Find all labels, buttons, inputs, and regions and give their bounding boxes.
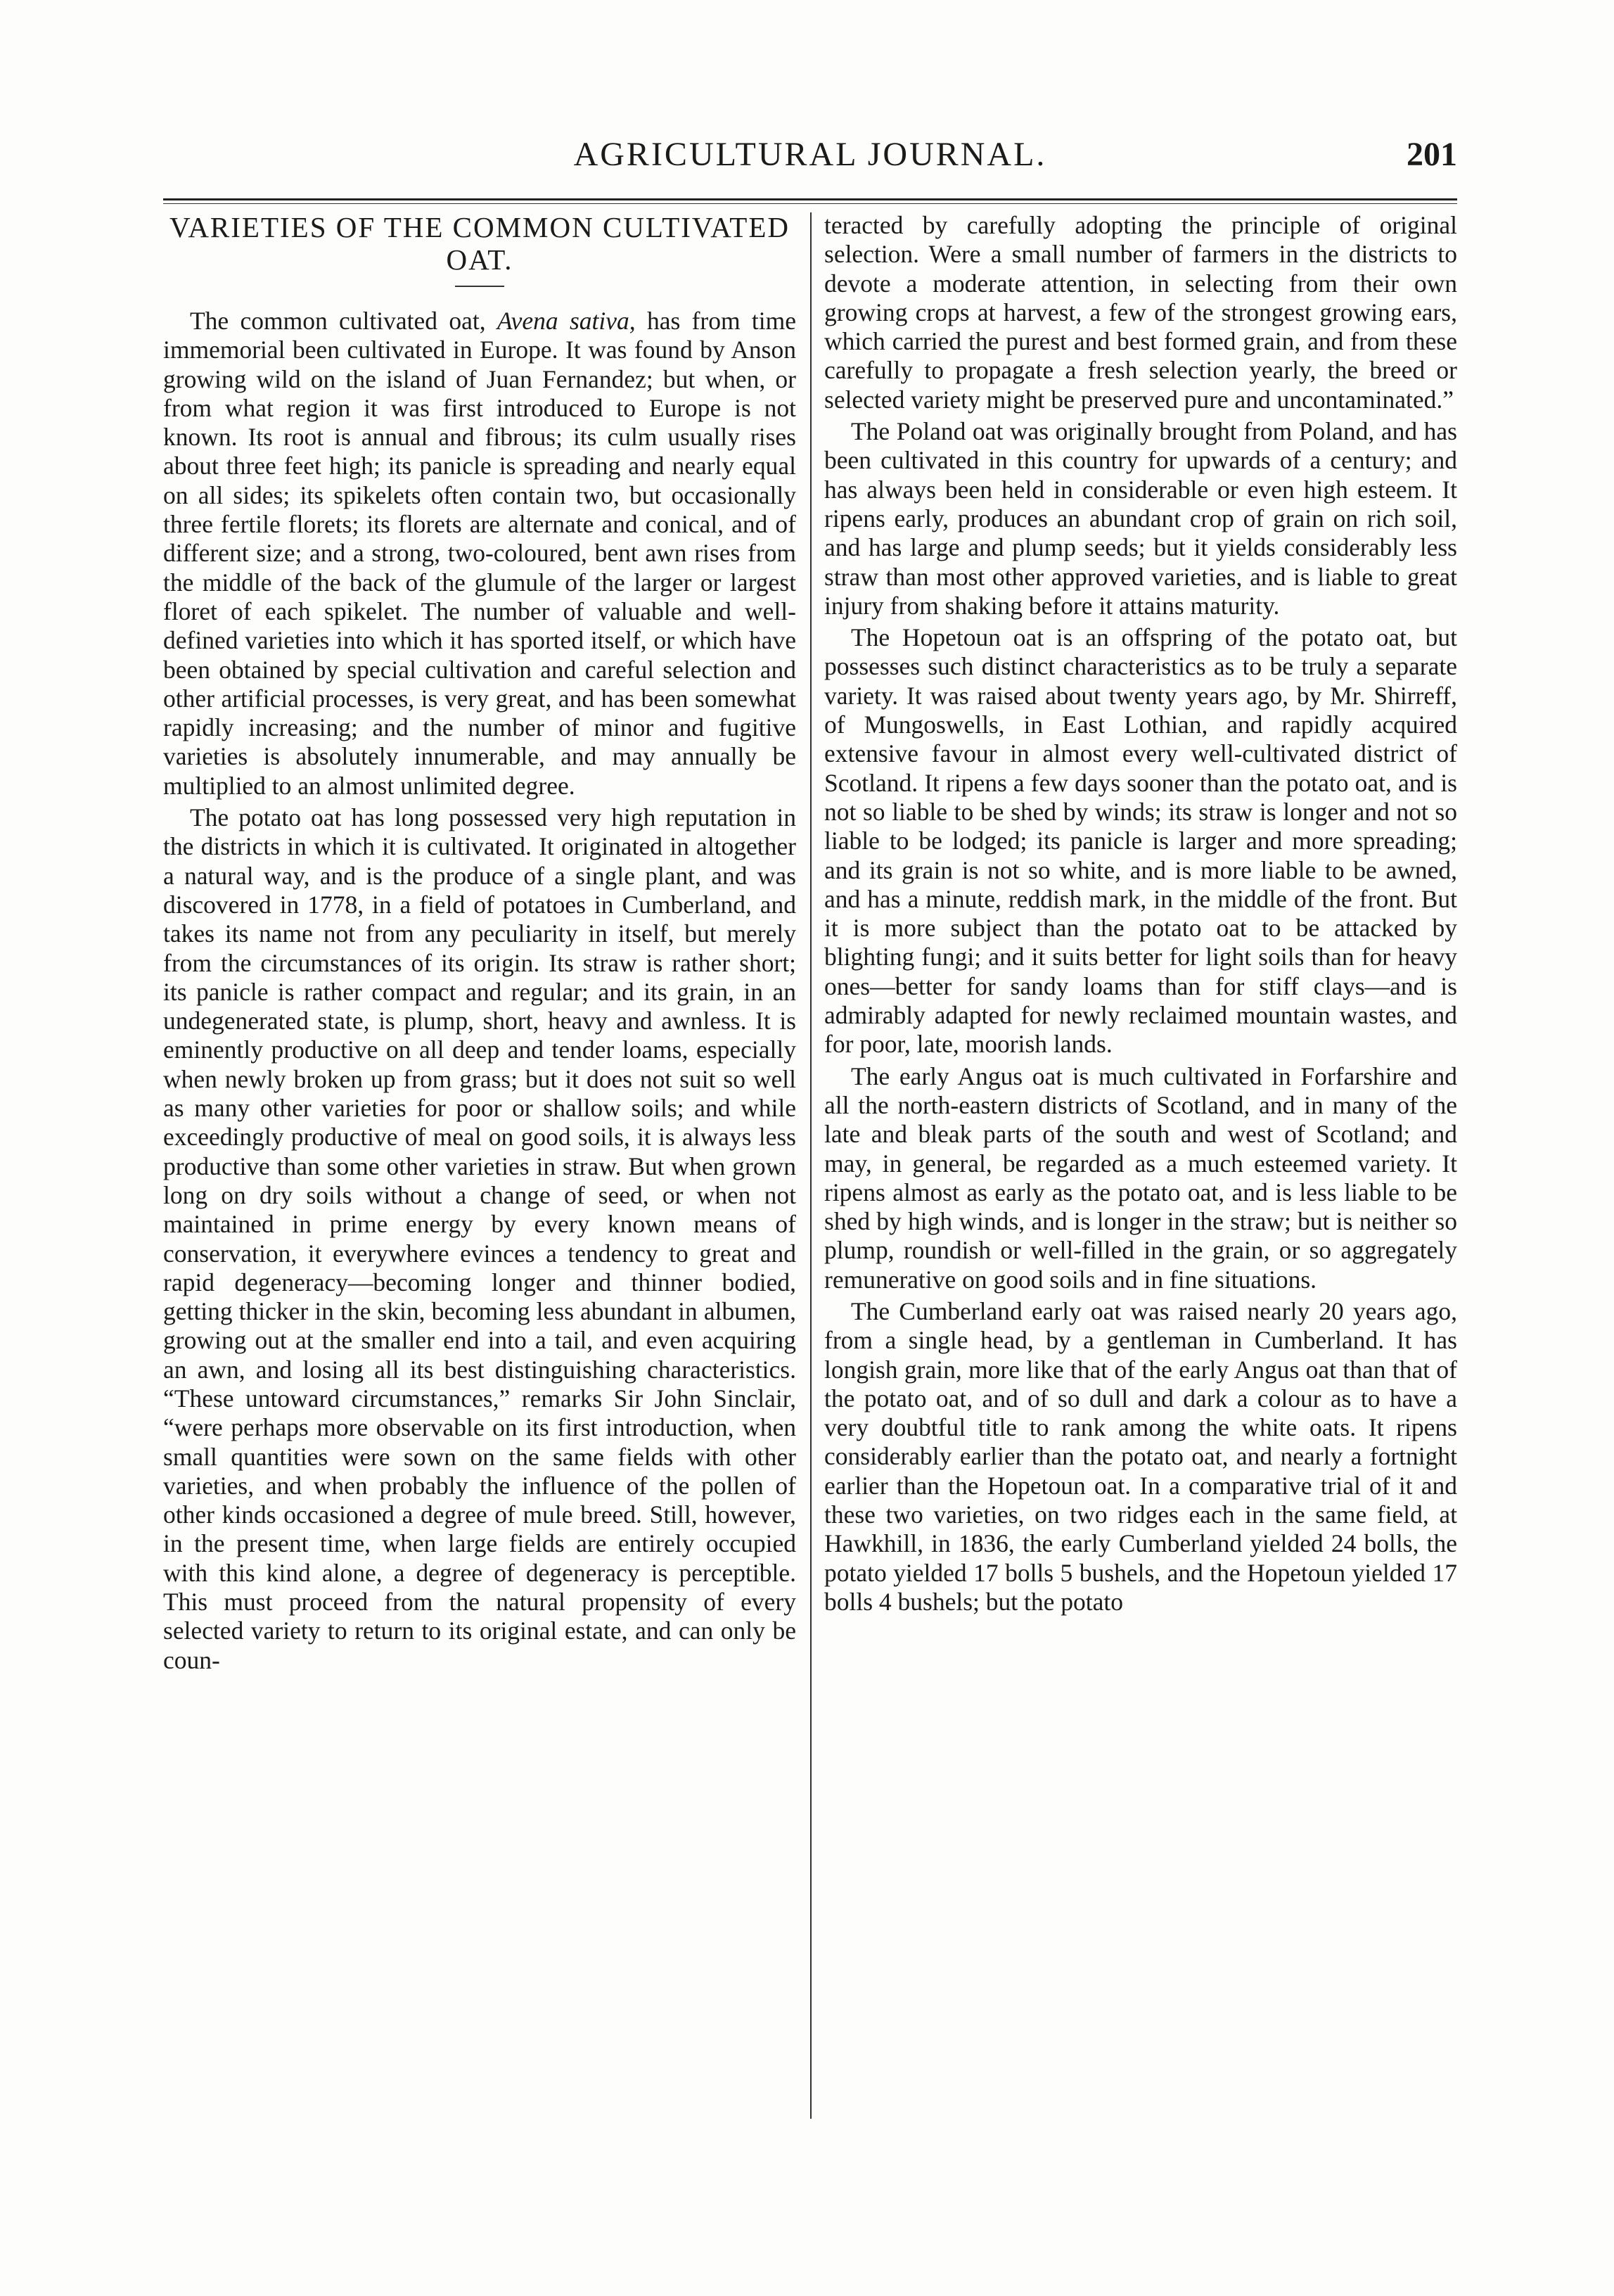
running-title: AGRICULTURAL JOURNAL.	[573, 136, 1047, 173]
paragraph-text: The common cultivated oat,	[190, 307, 497, 335]
left-column	[163, 211, 796, 1675]
paragraph-text: The potato oat has long possessed very high reputation in the districts in which it is cultivated. It originated in altogether a natural way, and is the produce of a single plant, and was discovered in 1778, in a field of potatoes in Cumberland, and takes its name not from any peculiarity in itself, but merely from the circumstances of its origin. Its straw is rather short; its panicle is rather compact and regular; and its grain, in an undegenerated state, is plump, short, heavy and awnless. It is eminently productive on all deep and tender loams, especially when newly broken up from grass; but it does not suit so well as many other varieties for poor or shallow soils; and while exceedingly productive of meal on good soils, it is always less productive than some other varieties in straw. But when grown long on dry soils without a change of seed, or when not maintained in prime energy by every known means of conservation, it everywhere evinces a tendency to great and rapid degeneracy—becoming longer and thinner bodied, getting thicker in the skin, becoming less abundant in albumen, growing out at the smaller end into a tail, and even acquiring an awn, and losing all its best distinguishing characteristics. “These untoward circumstances,” remarks Sir John Sinclair, “were perhaps more observable on its first introduction, when small quantities were sown on the same fields with other varieties, and when probably the influence of the pollen of other kinds occasioned a degree of mule breed. Still, however, in the present time, when large fields are entirely occupied with this kind alone, a degree of degeneracy is perceptible. This must proceed from the natural propensity of every selected variety to return to its original estate, and can only be coun-	[163, 803, 796, 1674]
page-header	[163, 135, 1457, 184]
right-column	[824, 211, 1457, 1616]
paragraph-text: has from time immemorial been cultivated in Europe. It was found by Anson growing wild on the island of Juan Fernandez; but when, or from what region it was first introduced to Europe is not known. Its root is annual and fibrous; its culm usually rises about three feet high; its panicle is spreading and nearly equal on all sides; its spikelets often contain two, but occasionally three fertile florets; its florets are alternate and conical, and of different size; and a strong, two-coloured, bent awn rises from the middle of the back of the glumule of the larger or largest floret of each spikelet. The number of valuable and well-defined varieties into which it has sported itself, or which have been obtained by special cultivation and careful selection and other artificial processes, is very great, and has been somewhat rapidly increasing; and the number of minor and fugitive varieties is absolutely innumerable, and may annually be multiplied to an almost unlimited degree.	[163, 307, 796, 800]
paragraph: The early Angus oat is much cultivated in Forfarshire and all the north-eastern districts of Scotland, and in many of the late and bleak parts of the south and west of Scotland; and may, in general, be regarded as a much esteemed variety. It ripens almost as early as the potato oat, and is less liable to be shed by high winds, and is longer in the straw; but is neither so plump, roundish or well-filled in the grain, or so aggregately remunerative on good soils and in fine situations.	[824, 1061, 1457, 1294]
title-rule	[455, 286, 504, 287]
paragraph	[163, 307, 796, 801]
page-number: 201	[1407, 136, 1457, 173]
paragraph: teracted by carefully adopting the principle of original selection. Were a small number of farmers in the districts to devote a moderate attention, in selecting from their own growing crops at harvest, a few of the strongest growing ears, which carried the purest and best formed grain, and from these carefully to propagate a fresh selection yearly, the breed or selected variety might be preserved pure and uncontaminated.”	[824, 211, 1457, 414]
paragraph: The Hopetoun oat is an offspring of the potato oat, but possesses such distinct characteristics as to be truly a separate variety. It was raised about twenty years ago, by Mr. Shirreff, of Mungoswells, in East Lothian, and rapidly acquired extensive favour in almost every well-cultivated district of Scotland. It ripens a few days sooner than the potato oat, and is not so liable to be shed by winds; its straw is longer and not so liable to be lodged; its panicle is larger and more spreading; and its grain is not so white, and is more liable to be awned, and has a minute, reddish mark, in the middle of the front. But it is more subject than the potato oat to be attacked by blighting fungi; and it suits better for light soils than for heavy ones—better for sandy loams than for stiff clays—and is admirably adapted for newly reclaimed mountain wastes, and for poor, late, moorish lands.	[824, 623, 1457, 1059]
paragraph	[163, 803, 796, 1675]
paragraph: The Poland oat was originally brought from Poland, and has been cultivated in this country for upwards of a century; and has always been held in considerable or even high esteem. It ripens early, produces an abundant crop of grain on rich soil, and has large and plump seeds; but it yields considerably less straw than most other approved varieties, and is liable to great injury from shaking before it attains maturity.	[824, 417, 1457, 620]
header-rule-thin	[163, 203, 1457, 204]
article-title: VARIETIES OF THE COMMON CULTIVATED OAT.	[169, 211, 790, 276]
column-divider	[810, 212, 812, 2119]
header-rule	[163, 198, 1457, 200]
paragraph: The Cumberland early oat was raised nearly 20 years ago, from a single head, by a gentleman in Cumberland. It has longish grain, more like that of the early Angus oat than that of the potato oat, and of so dull and dark a colour as to have a very doubtful title to rank among the white oats. It ripens considerably earlier than the potato oat, and nearly a fortnight earlier than the Hopetoun oat. In a comparative trial of it and these two varieties, on two ridges each in the same field, at Hawkhill, in 1836, the early Cumberland yielded 24 bolls, the potato yielded 17 bolls 5 bushels, and the Hopetoun yielded 17 bolls 4 bushels; but the potato	[824, 1296, 1457, 1616]
species-name: Avena sativa,	[497, 307, 636, 335]
